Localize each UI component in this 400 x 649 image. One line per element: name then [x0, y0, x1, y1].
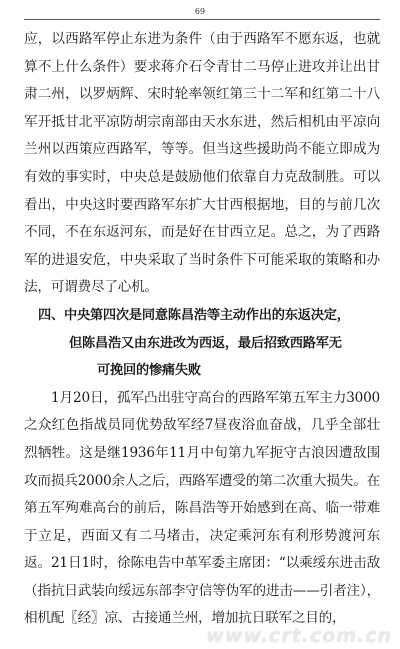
- section-heading-line-3: 可挽回的惨痛失败: [97, 363, 201, 379]
- section-heading-line-2: 但陈昌浩又由东进改为西返，最后招致西路军无: [69, 335, 342, 351]
- paragraph-jan-20: 1月20日，孤军凸出驻守高台的西路军第五军主力3000之众红色指战员同优势敌军经7昼夜浴血奋战，几乎全部壮烈牺牲。这是继1936年11月中旬第九军扼守古浪因遭敌围攻而损兵2000余人之后，西路军遭受的第二次重大损失。在第五军殉难高台的前后，陈昌浩等开始感到在高、临一带难于立足，西面又有二马堵击，决定乘河东有利形势渡河东返。21日1时，徐陈电告中革军委主席团：“以乘绥东进击敌（指抗日武装向绥远东部李守信等伪军的进击——引者注），相机配〖经〗凉、古接通兰州，增加抗日联军之目的，: [24, 389, 380, 627]
- section-heading-line-1: 四、中央第四次是同意陈昌浩等主动作出的东返决定，: [38, 307, 350, 323]
- header-rule: [24, 19, 380, 20]
- body-text: [24, 26, 380, 633]
- paragraph-continued: 应，以西路军停止东进为条件（由于西路军不愿东返，也就算不上什么条件）要求蒋介石令青甘二马停止进攻并让出甘肃二州，以罗炳辉、宋时轮率领红第三十二军和红第二十八军开抵甘北平凉防胡宗南部由天水东进，然后相机由平凉向兰州以西策应西路军，等等。但当这些援助尚不能立即成为有效的事实时，中央总是鼓励他们依靠自力克敌制胜。可以看出，中央这时要西路军东扩大甘西根据地，目的与前几次不同，不在东返河东，而是好在甘西立足。总之，为了西路军的进退安危，中央采取了当时条件下可能采取的策略和办法，可谓费尽了心机。: [24, 31, 380, 296]
- site-watermark: www.crt.com.cn: [206, 625, 392, 647]
- page-number: 69: [194, 7, 206, 16]
